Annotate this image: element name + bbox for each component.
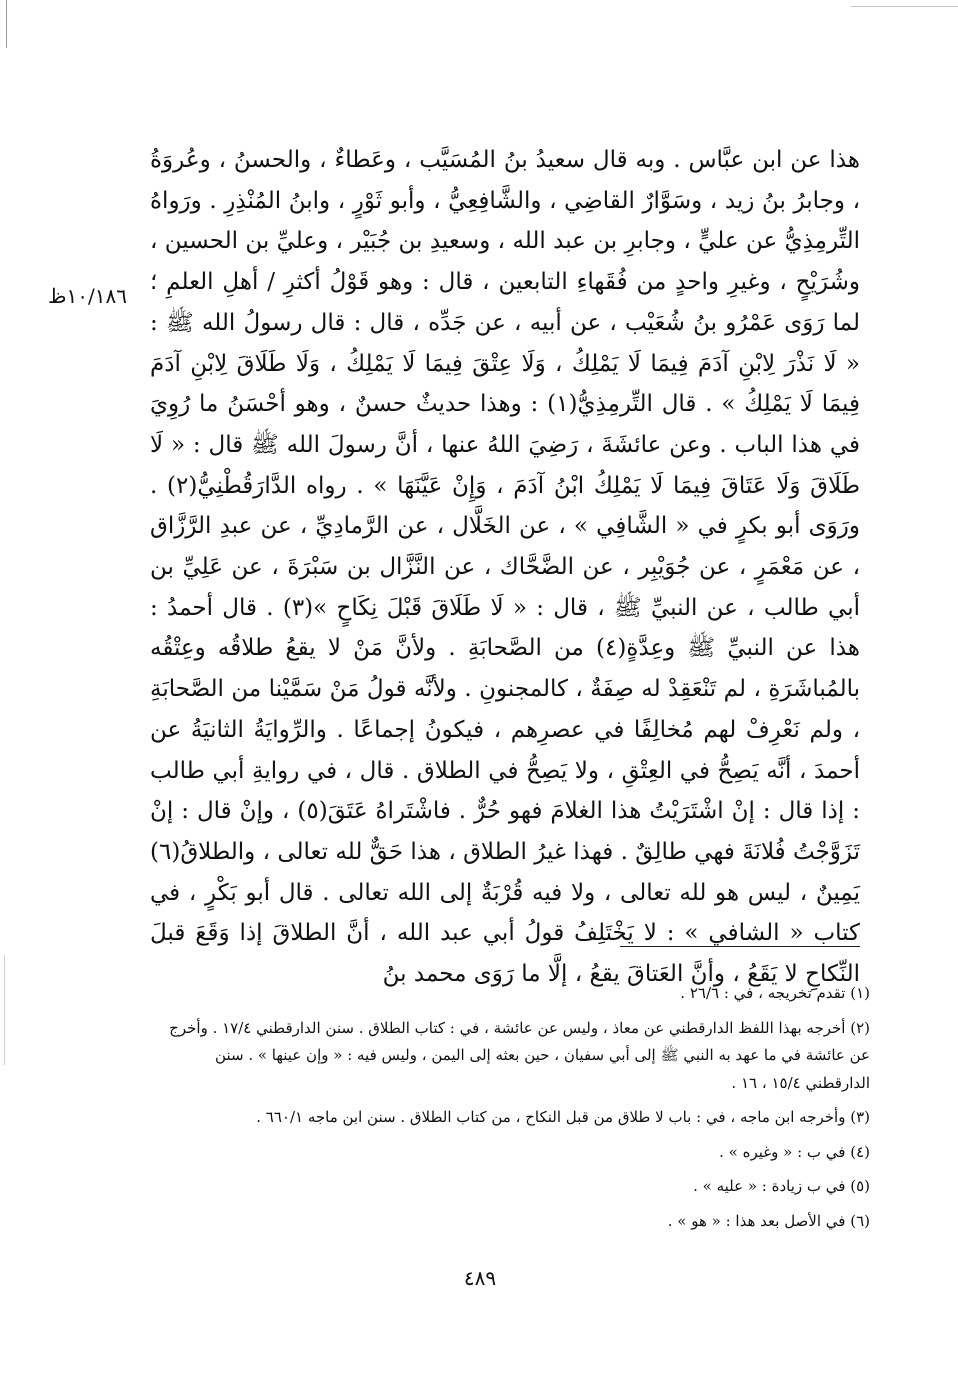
- body-paragraph: هذا عن ابن عبَّاس . وبه قال سعيدُ بنُ المُسَيَّب ، وعَطاءٌ ، والحسنُ ، وعُروَةُ ، وجابرُ بنُ زيد ، وسَوَّارٌ القاضِي ، والشَّافِعِيُّ ، وأبو ثَوْرٍ ، وابنُ المُنْذِرِ . ورَواهُ التِّرمِذِيُّ عن عليٍّ ، وجابرِ بن عبد الله ، وسعيدِ بن جُبَيْر ، وعليِّ بن الحسين ، وشُرَيْحٍ ، وغيرِ واحدٍ من فُقَهاءِ التابعين ، قال : وهو قَوْلُ أكثرِ / أهلِ العلمِ ؛ لما رَوَى عَمْرُو بنُ شُعَيْب ، عن أبيه ، عن جَدِّه ، قال : قال رسولُ الله ﷺ : « لَا نَذْرَ لِابْنِ آدَمَ فِيمَا لَا يَمْلِكُ ، وَلَا عِتْقَ فِيمَا لَا يَمْلِكُ ، وَلَا طَلَاقَ لِابْنِ آدَمَ فِيمَا لَا يَمْلِكُ » . قال التِّرمِذِيُّ(١) : وهذا حديثٌ حسنٌ ، وهو أحْسَنُ ما رُوِيَ في هذا الباب . وعن عائشَةَ ، رَضِيَ اللهُ عنها ، أنَّ رسولَ الله ﷺ قال : « لَا طَلَاقَ وَلَا عَتَاقَ فِيمَا لَا يَمْلِكُ ابْنُ آدَمَ ، وَإِنْ عَيَّنَهَا » . رواه الدَّارَقُطْنِيُّ(٢) . ورَوَى أبو بكرٍ في « الشَّافِي » ، عن الخَلَّال ، عن الرَّمادِيِّ ، عن عبدِ الرَّزَّاق ، عن مَعْمَرٍ ، عن جُوَيْبِر ، عن الضَّحَّاك ، عن النَّزَّال بن سَبْرَةَ ، عن عَلِيِّ بن أبي طالب ، عن النبيِّ ﷺ ، قال : « لَا طَلَاقَ قَبْلَ نِكَاحٍ »(٣) . قال أحمدُ : هذا عن النبيِّ ﷺ وعِدَّةٍ(٤) من الصَّحابَةِ . ولأنَّ مَنْ لا يقعُ طلاقُه وعِتْقُه بالمُباشَرَةِ ، لم تَنْعَقِدْ له صِفَةٌ ، كالمجنونِ . ولأنَّه قولُ مَنْ سَمَّيْنا من الصَّحابَةِ ، ولم نَعْرِفْ لهم مُخالِفًا في عصرِهم ، فيكونُ إجماعًا . والرِّوايَةُ الثانيَةُ عن أحمدَ ، أنَّه يَصِحُّ في العِتْقِ ، ولا يَصِحُّ في الطلاق . قال ، في روايةِ أبي طالب : إذا قال : إنْ اشْتَرَيْتُ هذا الغلامَ فهو حُرٌّ . فاشْتَراهُ عَتَقَ(٥) ، وإنْ قال : إنْ تَزَوَّجْتُ فُلانَةَ فهي طالِقٌ . فهذا غيرُ الطلاق ، هذا حَقٌّ لله تعالى ، والطلاقُ(٦) يَمِينٌ ، ليس هو لله تعالى ، ولا فيه قُرْبَةٌ إلى الله تعالى . قال أبو بَكْرٍ ، في كتاب « الشافي » : لا يَخْتَلِفُ قولُ أبي عبد الله ، أنَّ الطلاقَ إذا وَقَعَ قبلَ النِّكاحِ لا يَقَعُ ، وأنَّ العَتاقَ يقعُ ، إلَّا ما رَوَى محمد بنُ: [150, 147, 861, 988]
- page-number: ٤٨٩: [463, 1266, 497, 1290]
- footnote: (٥) في ب زيادة : « عليه » .: [693, 1177, 870, 1195]
- footnotes-block: [150, 980, 870, 1242]
- footnote: (٢) أخرجه بهذا اللفظ الدارقطني عن معاذ ، وليس عن عائشة ، في : كتاب الطلاق . سنن الدارقطني ١٧/٤ . وأخرج عن عائشة في ما عهد به النبي ﷺ إلى أبي سفيان ، حين بعثه إلى اليمن ، وليس فيه : « وإن عينها » . سنن الدارقطني ١٥/٤ ، ١٦ .: [169, 1018, 870, 1092]
- scan-edge-mark: [850, 6, 958, 7]
- scan-edge-mark: [6, 0, 7, 48]
- main-text-block: [150, 140, 860, 995]
- footnote: (١) تقدم تخريجه ، في : ٢٦/٦ .: [680, 984, 870, 1002]
- footnote: (٦) في الأصل بعد هذا : « هو » .: [667, 1211, 870, 1230]
- footnote-divider: [620, 946, 860, 947]
- margin-folio-note: ١٠/١٨٦ظ: [48, 284, 127, 308]
- footnote: (٣) وأخرجه ابن ماجه ، في : باب لا طلاق من قبل النكاح ، من كتاب الطلاق . سنن ابن ماجه ٦٦٠/١ .: [256, 1108, 870, 1126]
- scan-edge-mark: [4, 955, 5, 1065]
- footnote: (٤) في ب : « وغيره » .: [719, 1142, 870, 1161]
